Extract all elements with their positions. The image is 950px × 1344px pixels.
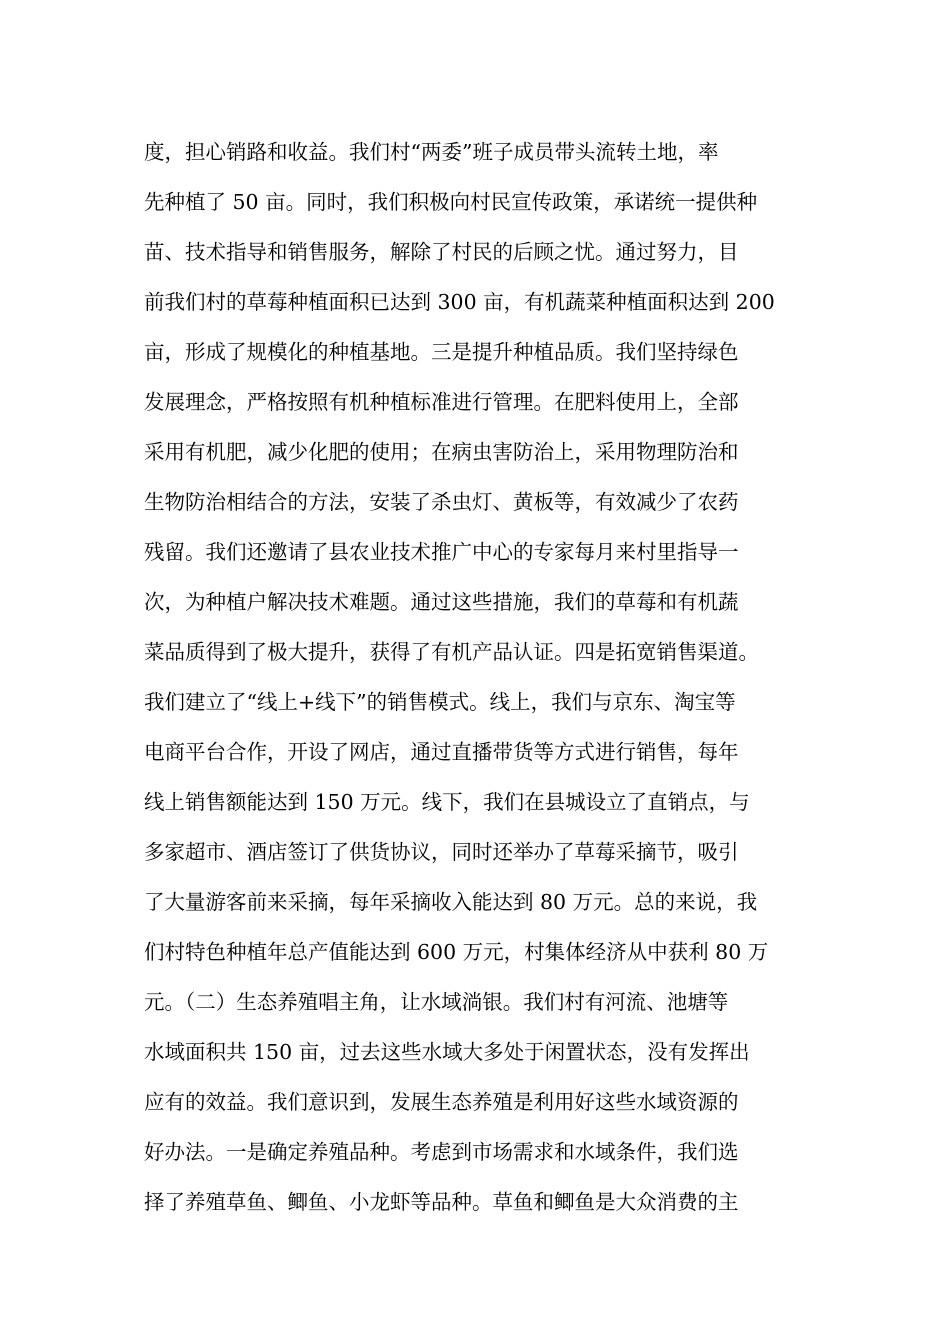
text-line: 电商平台合作，开设了网店，通过直播带货等方式进行销售，每年 bbox=[144, 740, 739, 764]
text-line: 择了养殖草鱼、鲫鱼、小龙虾等品种。草鱼和鲫鱼是大众消费的主 bbox=[144, 1190, 739, 1214]
text-line: 线上销售额能达到 150 万元。线下，我们在县城设立了直销点，与 bbox=[144, 790, 750, 814]
text-line: 采用有机肥，减少化肥的使用；在病虫害防治上，采用物理防治和 bbox=[144, 440, 739, 464]
text-line: 水域面积共 150 亩，过去这些水域大多处于闲置状态，没有发挥出 bbox=[144, 1040, 750, 1064]
text-line: 发展理念，严格按照有机种植标准进行管理。在肥料使用上，全部 bbox=[144, 390, 739, 414]
text-line: 好办法。一是确定养殖品种。考虑到市场需求和水域条件，我们选 bbox=[144, 1140, 739, 1164]
text-line: 残留。我们还邀请了县农业技术推广中心的专家每月来村里指导一 bbox=[144, 540, 739, 564]
text-line: 生物防治相结合的方法，安装了杀虫灯、黄板等，有效减少了农药 bbox=[144, 490, 739, 514]
text-line: 菜品质得到了极大提升，获得了有机产品认证。四是拓宽销售渠道。 bbox=[144, 640, 759, 664]
text-line: 前我们村的草莓种植面积已达到 300 亩，有机蔬菜种植面积达到 200 bbox=[144, 290, 775, 314]
text-line: 元。（二）生态养殖唱主角，让水域淌银。我们村有河流、池塘等 bbox=[144, 990, 729, 1014]
text-line: 度，担心销路和收益。我们村“两委”班子成员带头流转土地，率 bbox=[144, 140, 719, 164]
text-line: 次，为种植户解决技术难题。通过这些措施，我们的草莓和有机蔬 bbox=[144, 590, 739, 614]
text-line: 我们建立了“线上+线下”的销售模式。线上，我们与京东、淘宝等 bbox=[144, 690, 736, 714]
text-line: 应有的效益。我们意识到，发展生态养殖是利用好这些水域资源的 bbox=[144, 1090, 739, 1114]
body-paragraph bbox=[144, 127, 824, 1227]
text-line: 苗、技术指导和销售服务，解除了村民的后顾之忧。通过努力，目 bbox=[144, 240, 739, 264]
text-line: 们村特色种植年总产值能达到 600 万元，村集体经济从中获利 80 万 bbox=[144, 940, 769, 964]
text-line: 先种植了 50 亩。同时，我们积极向村民宣传政策，承诺统一提供种 bbox=[144, 190, 758, 214]
text-line: 亩，形成了规模化的种植基地。三是提升种植品质。我们坚持绿色 bbox=[144, 340, 739, 364]
text-line: 了大量游客前来采摘，每年采摘收入能达到 80 万元。总的来说，我 bbox=[144, 890, 758, 914]
text-line: 多家超市、酒店签订了供货协议，同时还举办了草莓采摘节，吸引 bbox=[144, 840, 739, 864]
